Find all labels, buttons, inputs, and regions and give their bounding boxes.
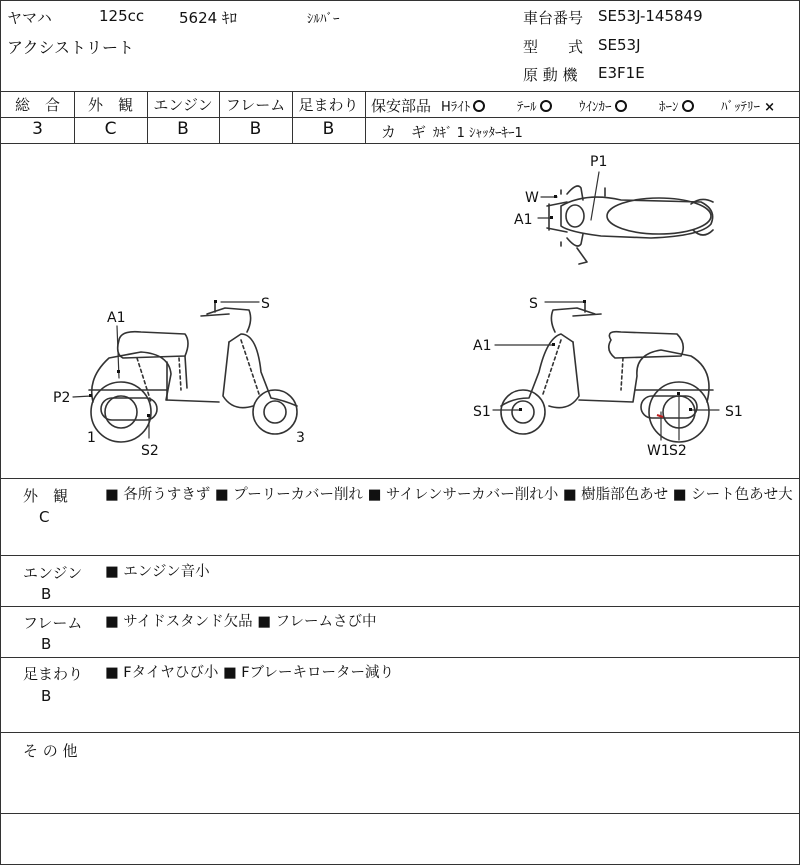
ok-circle-icon <box>473 100 485 112</box>
overall-grade: 3 <box>32 119 43 139</box>
label-s-right: S <box>529 296 538 312</box>
engine-label: エンジン <box>153 96 213 114</box>
label-p2: P2 <box>53 390 71 406</box>
safety-label: 保安部品 <box>371 97 432 115</box>
frame-no-value: SE53J-145849 <box>598 7 703 25</box>
ok-circle-icon <box>615 100 627 112</box>
safety-item-name: ﾊﾞｯﾃﾘｰ <box>721 100 760 115</box>
label-s2-left: S2 <box>141 443 159 459</box>
detail-exterior-notes: ■ 各所うすきず ■ プーリーカバー削れ ■ サイレンサーカバー削れ小 ■ 樹脂部色あせ ■ シート色あせ大 <box>105 487 793 503</box>
safety-item-name: ﾎｰﾝ <box>659 100 679 115</box>
frame-no-label: 車台番号 <box>523 9 584 27</box>
label-p1: P1 <box>590 154 608 170</box>
safety-headlight <box>441 96 489 115</box>
detail-suspension-notes: ■ Fタイヤひび小 ■ Fブレーキローター減り <box>105 665 395 681</box>
damage-marker-red <box>657 415 663 417</box>
mileage: 5624 ｷﾛ <box>179 9 237 27</box>
color: ｼﾙﾊﾞｰ <box>307 12 340 27</box>
label-a1-top: A1 <box>514 212 533 228</box>
model-name: アクシストリート <box>7 38 135 57</box>
safety-battery <box>721 96 775 115</box>
safety-item-name: ﾃｰﾙ <box>517 100 537 115</box>
overall-label: 総 合 <box>14 96 60 114</box>
damage-diagram <box>1 144 800 478</box>
label-s1-rear: S1 <box>725 404 743 420</box>
label-s1-front: S1 <box>473 404 491 420</box>
maker: ヤマハ <box>7 9 52 27</box>
safety-item-name: ｳｲﾝｶｰ <box>579 100 612 115</box>
suspension-label: 足まわり <box>298 96 359 114</box>
detail-frame-label: フレーム <box>23 614 83 632</box>
detail-frame-notes: ■ サイドスタンド欠品 ■ フレームさび中 <box>105 614 377 630</box>
detail-engine-grade: B <box>41 585 52 603</box>
detail-engine-label: エンジン <box>23 564 83 582</box>
label-s2-right: S2 <box>669 443 687 459</box>
label-rear-3: 3 <box>296 430 305 446</box>
exterior-grade: C <box>104 119 117 139</box>
detail-other-label: そ の 他 <box>23 742 78 760</box>
safety-tail <box>517 96 556 115</box>
safety-horn <box>659 96 698 115</box>
damage-markers <box>89 195 692 417</box>
label-s-left: S <box>261 296 270 312</box>
frame-grade: B <box>249 119 262 139</box>
detail-frame-grade: B <box>41 635 52 653</box>
engine-grade: B <box>177 119 189 139</box>
ok-circle-icon <box>540 100 552 112</box>
displacement: 125cc <box>99 7 145 25</box>
detail-exterior-grade: C <box>39 508 50 526</box>
scooter-top-view <box>547 186 713 264</box>
detail-engine-notes: ■ エンジン音小 <box>105 564 210 580</box>
key-value: ｶｷﾞ 1 ｼｬｯﾀｰｷｰ1 <box>433 126 523 141</box>
detail-suspension-label: 足まわり <box>23 665 84 683</box>
scooter-right-view <box>501 302 713 442</box>
label-front-1: 1 <box>87 430 96 446</box>
label-a1-right: A1 <box>473 338 492 354</box>
suspension-grade: B <box>322 119 335 139</box>
engine-model-label: 原 動 機 <box>523 66 578 84</box>
label-w: W <box>525 190 539 206</box>
exterior-label: 外 観 <box>87 96 133 114</box>
type-label: 型 式 <box>523 38 584 56</box>
type-value: SE53J <box>598 36 641 54</box>
label-w1: W1 <box>647 443 670 459</box>
safety-winker <box>579 96 631 115</box>
ok-circle-icon <box>682 100 694 112</box>
frame-label: フレーム <box>225 96 286 114</box>
engine-model-value: E3F1E <box>598 64 645 82</box>
label-a1-left: A1 <box>107 310 126 326</box>
detail-exterior-label: 外 観 <box>23 487 69 505</box>
detail-suspension-grade: B <box>41 687 52 705</box>
safety-item-name: Hﾗｲﾄ <box>441 100 471 115</box>
ng-cross-icon: × <box>764 100 776 115</box>
key-label: カ ギ <box>381 123 427 141</box>
